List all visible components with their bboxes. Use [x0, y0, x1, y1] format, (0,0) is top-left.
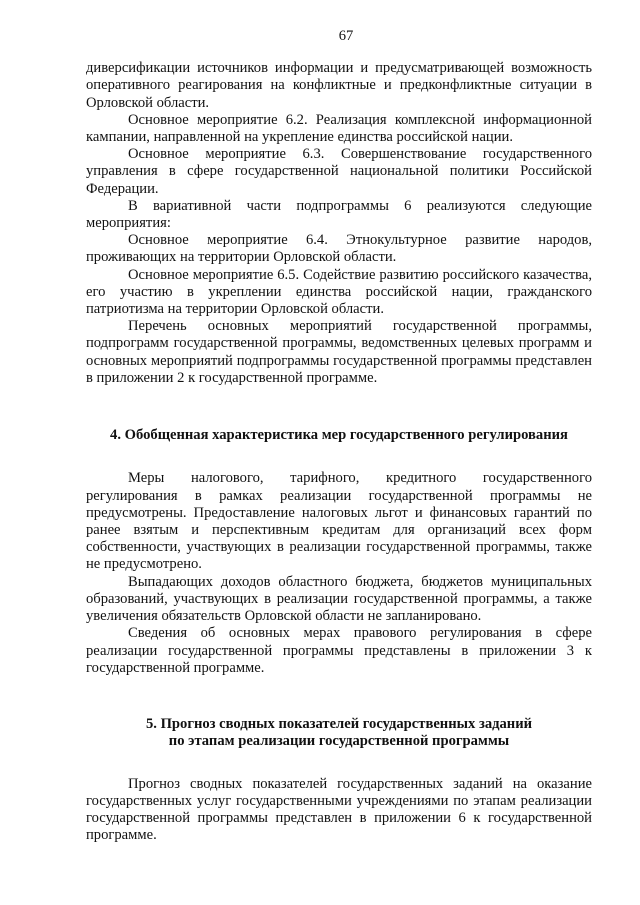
document-page — [86, 28, 592, 845]
section-4-paragraph: Меры налогового, тарифного, кредитного государственного регулирования в рамках реализации государственной программы не предусмотрены. Предоставление налоговых льгот и финансовых гарантий по ранее взятым и перспективным кредитам для организаций всех форм собственности, участвующих в реализации государственной программы, также не предусмотрено. — [86, 470, 592, 573]
section-4-body — [86, 470, 592, 676]
spacer — [86, 751, 592, 776]
section-5-heading-line1: 5. Прогноз сводных показателей государственных заданий — [145, 715, 533, 732]
section-4-heading: 4. Обобщенная характеристика мер государственного регулирования — [110, 427, 568, 444]
section-4-paragraph: Выпадающих доходов областного бюджета, бюджетов муниципальных образований, участвующих в реализации государственной программы, а также увеличения обязательств Орловской области не запланировано. — [86, 573, 592, 625]
spacer — [86, 677, 592, 716]
spacer — [86, 387, 592, 427]
paragraph-measure-6-5: Основное мероприятие 6.5. Содействие развитию российского казачества, его участию в укреплении единства российской нации, гражданского патриотизма на территории Орловской области. — [86, 266, 592, 318]
paragraph-measure-6-2: Основное мероприятие 6.2. Реализация комплексной информационной кампании, направленной на укрепление единства российской нации. — [86, 111, 592, 146]
section-5-body — [86, 776, 592, 845]
page-number: 67 — [338, 28, 354, 44]
paragraph-measure-6-4: Основное мероприятие 6.4. Этнокультурное развитие народов, проживающих на территории Орловской области. — [86, 232, 592, 266]
intro-section — [86, 60, 592, 387]
section-5-heading-line2: по этапам реализации государственной программы — [168, 733, 510, 750]
paragraph-measures-list: Перечень основных мероприятий государственной программы, подпрограмм государственной программы, ведомственных целевых программ и основных мероприятий подпрограммы государственной программы представлен в приложении 2 к государственной программе. — [86, 318, 592, 386]
paragraph-variative-part: В вариативной части подпрограммы 6 реализуются следующие мероприятия: — [86, 197, 592, 232]
section-5-paragraph: Прогноз сводных показателей государственных заданий на оказание государственных услуг государственными учреждениями по этапам реализации государственной программы представлен в приложении 6 к государственной программе. — [86, 775, 592, 844]
section-4-paragraph: Сведения об основных мерах правового регулирования в сфере реализации государственной программы представлены в приложении 3 к государственной программе. — [86, 625, 592, 676]
section-5-heading — [86, 716, 592, 751]
spacer — [86, 444, 592, 470]
paragraph-continuation: диверсификации источников информации и предусматривающей возможность оперативного реагирования на конфликтные и предконфликтные ситуации в Орловской области. — [86, 60, 592, 111]
paragraph-measure-6-3: Основное мероприятие 6.3. Совершенствование государственного управления в сфере государственной национальной политики Российской Федерации. — [86, 146, 592, 197]
